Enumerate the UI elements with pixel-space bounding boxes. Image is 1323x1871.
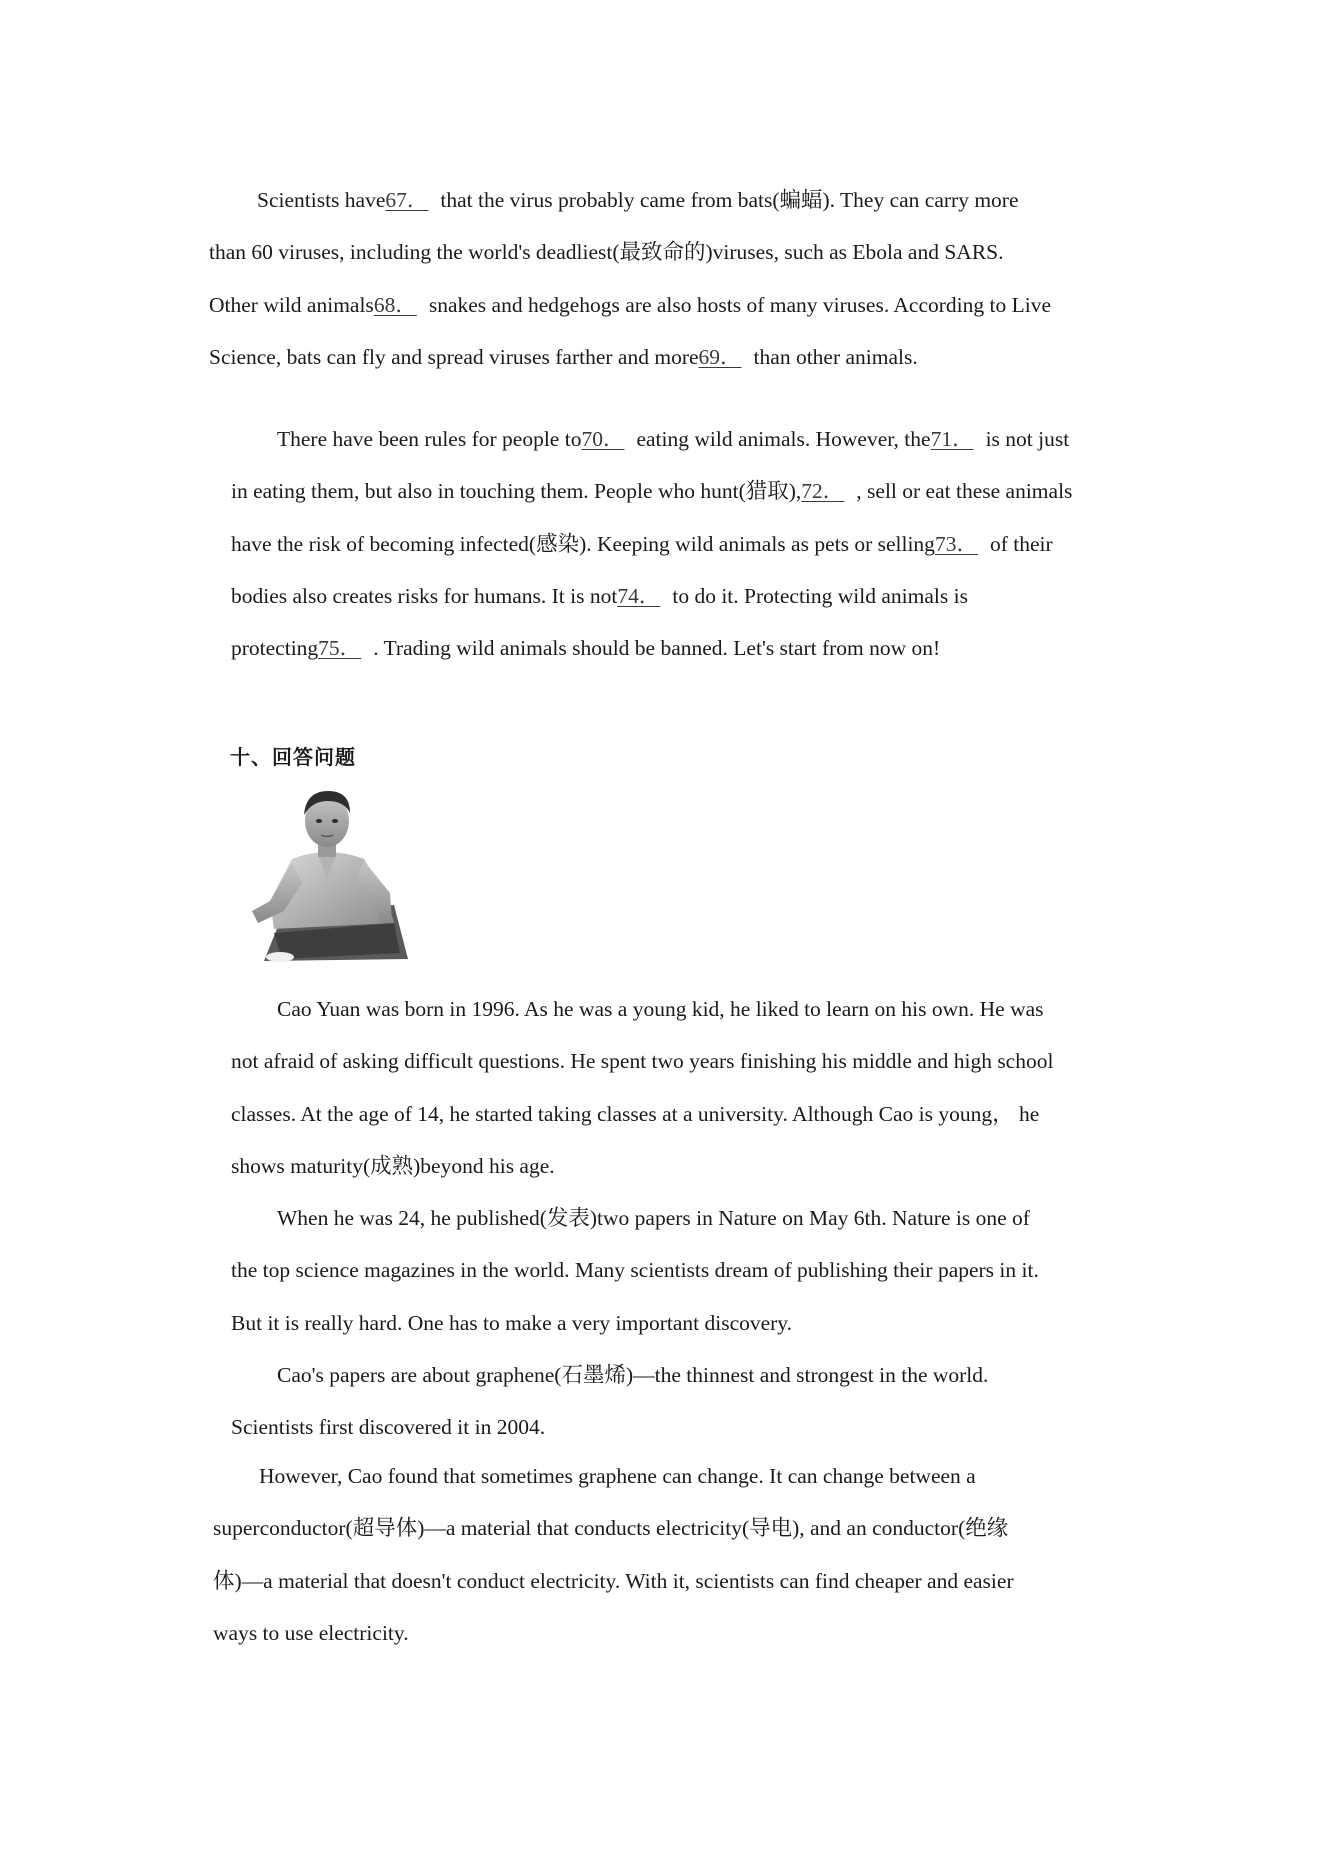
passage-line	[209, 174, 1051, 226]
line-text: not afraid of asking difficult questions. He spent two years finishing his middle and high school	[231, 1049, 1054, 1074]
passage-line	[213, 1607, 1014, 1659]
line-text: 体)—a material that doesn't conduct electricity. With it, scientists can find cheaper and easier	[213, 1568, 1014, 1593]
passage-graphene	[213, 1450, 1014, 1659]
line-text: When he was 24, he published(发表)two papers in Nature on May 6th. Nature is one of	[277, 1206, 1030, 1231]
passage-line	[209, 226, 1051, 278]
passage-line	[231, 1140, 1053, 1192]
answer-blank[interactable]: 68．	[373, 292, 417, 317]
line-text: have the risk of becoming infected(感染). Keeping wild animals as pets or selling	[231, 531, 935, 556]
line-text: than 60 viruses, including the world's deadliest(最致命的)viruses, such as Ebola and SARS.	[209, 240, 1004, 265]
answer-blank[interactable]: 74．	[617, 583, 661, 608]
student-portrait-photo	[244, 783, 410, 965]
line-text: of their	[989, 531, 1053, 556]
line-text: is not just	[985, 427, 1070, 451]
line-text: in eating them, but also in touching them. People who hunt(猎取),	[231, 479, 802, 504]
line-text: than other animals.	[753, 344, 918, 369]
passage-bats-viruses	[209, 174, 1051, 383]
line-text: to do it. Protecting wild animals is	[672, 583, 968, 608]
passage-line	[231, 622, 1072, 674]
line-text: However, Cao found that sometimes graphene can change. It can change between a	[259, 1464, 976, 1488]
line-text: shows maturity(成熟)beyond his age.	[231, 1153, 555, 1178]
passage-line	[213, 1450, 1014, 1502]
answer-blank[interactable]: 71．	[930, 427, 974, 451]
answer-blank[interactable]: 72．	[801, 479, 845, 504]
passage-line	[209, 279, 1051, 331]
line-text: that the virus probably came from bats(蝙蝠). They can carry more	[440, 188, 1019, 212]
line-text: classes. At the age of 14, he started taking classes at a university. Although Cao is young， he	[231, 1101, 1040, 1126]
line-text: Cao Yuan was born in 1996. As he was a young kid, he liked to learn on his own. He was	[277, 997, 1044, 1021]
answer-blank[interactable]: 67．	[385, 188, 429, 212]
line-text: superconductor(超导体)—a material that conducts electricity(导电), and an conductor(绝缘	[213, 1516, 1009, 1541]
passage-line	[231, 1349, 1053, 1401]
line-text: eating wild animals. However, the	[636, 427, 931, 451]
line-text: But it is really hard. One has to make a very important discovery.	[231, 1310, 793, 1335]
line-text: There have been rules for people to	[277, 427, 582, 451]
line-text: ways to use electricity.	[213, 1620, 409, 1645]
passage-line	[231, 570, 1072, 622]
answer-blank[interactable]: 75．	[318, 636, 362, 661]
passage-line	[231, 413, 1072, 465]
line-text: Science, bats can fly and spread viruses farther and more	[209, 344, 699, 369]
passage-line	[231, 983, 1053, 1035]
line-text: bodies also creates risks for humans. It is not	[231, 583, 618, 608]
passage-line	[231, 1192, 1053, 1244]
passage-line	[231, 1401, 1053, 1453]
line-text: , sell or eat these animals	[856, 479, 1073, 504]
line-text: Scientists have	[257, 188, 386, 212]
line-text: snakes and hedgehogs are also hosts of many viruses. According to Live	[428, 292, 1051, 317]
passage-line	[231, 1088, 1053, 1140]
answer-blank[interactable]: 73．	[934, 531, 978, 556]
passage-line	[231, 1035, 1053, 1087]
passage-wild-animals-rules	[231, 413, 1072, 674]
passage-line	[213, 1555, 1014, 1607]
section-heading: 十、回答问题	[230, 745, 356, 769]
line-text: Scientists first discovered it in 2004.	[231, 1415, 546, 1440]
passage-line	[213, 1502, 1014, 1554]
answer-blank[interactable]: 69．	[698, 344, 742, 369]
line-text: Other wild animals	[209, 292, 374, 317]
passage-line	[231, 465, 1072, 517]
line-text: . Trading wild animals should be banned. Let's start from now on!	[373, 636, 941, 661]
passage-line	[231, 518, 1072, 570]
passage-line	[231, 1297, 1053, 1349]
passage-cao-yuan	[231, 983, 1053, 1454]
passage-line	[209, 331, 1051, 383]
answer-blank[interactable]: 70．	[581, 427, 625, 451]
line-text: protecting	[231, 636, 319, 661]
passage-line	[231, 1244, 1053, 1296]
line-text: Cao's papers are about graphene(石墨烯)—the thinnest and strongest in the world.	[277, 1363, 989, 1388]
line-text: the top science magazines in the world. Many scientists dream of publishing their papers in it.	[231, 1258, 1039, 1283]
